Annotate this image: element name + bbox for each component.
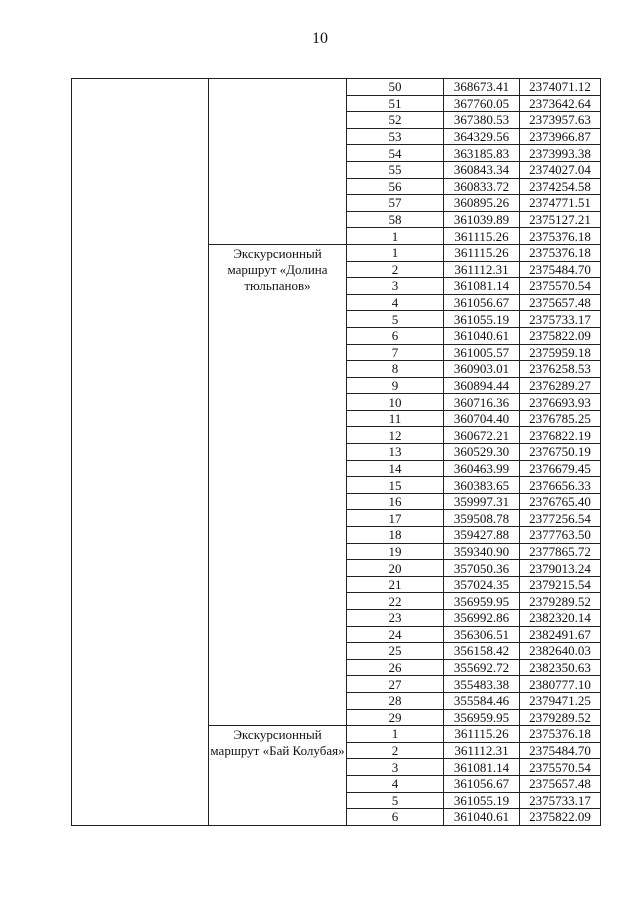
y-coordinate-cell: 2377865.72 <box>520 543 601 560</box>
x-coordinate-cell: 356992.86 <box>444 610 520 627</box>
x-coordinate-cell: 361005.57 <box>444 344 520 361</box>
y-coordinate-cell: 2375822.09 <box>520 809 601 826</box>
point-number-cell: 13 <box>347 444 444 461</box>
point-number-cell: 7 <box>347 344 444 361</box>
point-number-cell: 9 <box>347 377 444 394</box>
coordinates-table-body <box>72 79 601 826</box>
point-number-cell: 1 <box>347 228 444 245</box>
x-coordinate-cell: 361115.26 <box>444 228 520 245</box>
y-coordinate-cell: 2379289.52 <box>520 593 601 610</box>
point-number-cell: 4 <box>347 294 444 311</box>
point-number-cell: 3 <box>347 278 444 295</box>
x-coordinate-cell: 360903.01 <box>444 361 520 378</box>
point-number-cell: 27 <box>347 676 444 693</box>
y-coordinate-cell: 2374071.12 <box>520 79 601 96</box>
x-coordinate-cell: 360843.34 <box>444 161 520 178</box>
y-coordinate-cell: 2375570.54 <box>520 278 601 295</box>
x-coordinate-cell: 361081.14 <box>444 278 520 295</box>
y-coordinate-cell: 2380777.10 <box>520 676 601 693</box>
page-number: 10 <box>312 30 328 47</box>
point-number-cell: 22 <box>347 593 444 610</box>
y-coordinate-cell: 2377763.50 <box>520 527 601 544</box>
point-number-cell: 19 <box>347 543 444 560</box>
y-coordinate-cell: 2376258.53 <box>520 361 601 378</box>
y-coordinate-cell: 2376693.93 <box>520 394 601 411</box>
x-coordinate-cell: 361056.67 <box>444 294 520 311</box>
x-coordinate-cell: 361040.61 <box>444 327 520 344</box>
y-coordinate-cell: 2376750.19 <box>520 444 601 461</box>
x-coordinate-cell: 360716.36 <box>444 394 520 411</box>
y-coordinate-cell: 2374254.58 <box>520 178 601 195</box>
y-coordinate-cell: 2376785.25 <box>520 410 601 427</box>
table-row <box>72 79 601 96</box>
point-number-cell: 56 <box>347 178 444 195</box>
y-coordinate-cell: 2379471.25 <box>520 692 601 709</box>
x-coordinate-cell: 361115.26 <box>444 726 520 743</box>
x-coordinate-cell: 360672.21 <box>444 427 520 444</box>
y-coordinate-cell: 2382320.14 <box>520 610 601 627</box>
coordinates-table <box>71 78 601 826</box>
x-coordinate-cell: 361115.26 <box>444 244 520 261</box>
y-coordinate-cell: 2376765.40 <box>520 493 601 510</box>
point-number-cell: 53 <box>347 128 444 145</box>
point-number-cell: 55 <box>347 161 444 178</box>
x-coordinate-cell: 361081.14 <box>444 759 520 776</box>
point-number-cell: 15 <box>347 477 444 494</box>
point-number-cell: 5 <box>347 311 444 328</box>
y-coordinate-cell: 2373957.63 <box>520 112 601 129</box>
point-number-cell: 11 <box>347 410 444 427</box>
x-coordinate-cell: 355692.72 <box>444 659 520 676</box>
x-coordinate-cell: 359997.31 <box>444 493 520 510</box>
point-number-cell: 21 <box>347 576 444 593</box>
y-coordinate-cell: 2382350.63 <box>520 659 601 676</box>
point-number-cell: 50 <box>347 79 444 96</box>
x-coordinate-cell: 364329.56 <box>444 128 520 145</box>
point-number-cell: 57 <box>347 195 444 212</box>
y-coordinate-cell: 2373993.38 <box>520 145 601 162</box>
point-number-cell: 29 <box>347 709 444 726</box>
y-coordinate-cell: 2376656.33 <box>520 477 601 494</box>
point-number-cell: 6 <box>347 809 444 826</box>
route-name-cell: Экскурсионный маршрут «Долина тюльпанов» <box>209 244 347 725</box>
x-coordinate-cell: 360704.40 <box>444 410 520 427</box>
y-coordinate-cell: 2377256.54 <box>520 510 601 527</box>
point-number-cell: 28 <box>347 692 444 709</box>
point-number-cell: 3 <box>347 759 444 776</box>
x-coordinate-cell: 361056.67 <box>444 775 520 792</box>
point-number-cell: 4 <box>347 775 444 792</box>
x-coordinate-cell: 361055.19 <box>444 311 520 328</box>
x-coordinate-cell: 360529.30 <box>444 444 520 461</box>
x-coordinate-cell: 367760.05 <box>444 95 520 112</box>
y-coordinate-cell: 2375733.17 <box>520 311 601 328</box>
x-coordinate-cell: 360894.44 <box>444 377 520 394</box>
x-coordinate-cell: 359508.78 <box>444 510 520 527</box>
y-coordinate-cell: 2375822.09 <box>520 327 601 344</box>
point-number-cell: 8 <box>347 361 444 378</box>
point-number-cell: 24 <box>347 626 444 643</box>
x-coordinate-cell: 368673.41 <box>444 79 520 96</box>
x-coordinate-cell: 361112.31 <box>444 742 520 759</box>
x-coordinate-cell: 355483.38 <box>444 676 520 693</box>
x-coordinate-cell: 357050.36 <box>444 560 520 577</box>
y-coordinate-cell: 2375657.48 <box>520 775 601 792</box>
point-number-cell: 18 <box>347 527 444 544</box>
point-number-cell: 16 <box>347 493 444 510</box>
x-coordinate-cell: 355584.46 <box>444 692 520 709</box>
y-coordinate-cell: 2375376.18 <box>520 228 601 245</box>
x-coordinate-cell: 356959.95 <box>444 709 520 726</box>
y-coordinate-cell: 2376289.27 <box>520 377 601 394</box>
point-number-cell: 5 <box>347 792 444 809</box>
x-coordinate-cell: 360463.99 <box>444 460 520 477</box>
point-number-cell: 23 <box>347 610 444 627</box>
y-coordinate-cell: 2374771.51 <box>520 195 601 212</box>
y-coordinate-cell: 2376822.19 <box>520 427 601 444</box>
x-coordinate-cell: 359427.88 <box>444 527 520 544</box>
y-coordinate-cell: 2375376.18 <box>520 726 601 743</box>
x-coordinate-cell: 357024.35 <box>444 576 520 593</box>
x-coordinate-cell: 360383.65 <box>444 477 520 494</box>
y-coordinate-cell: 2379289.52 <box>520 709 601 726</box>
x-coordinate-cell: 361112.31 <box>444 261 520 278</box>
y-coordinate-cell: 2375484.70 <box>520 742 601 759</box>
y-coordinate-cell: 2375959.18 <box>520 344 601 361</box>
point-number-cell: 2 <box>347 742 444 759</box>
point-number-cell: 12 <box>347 427 444 444</box>
y-coordinate-cell: 2373642.64 <box>520 95 601 112</box>
y-coordinate-cell: 2376679.45 <box>520 460 601 477</box>
point-number-cell: 54 <box>347 145 444 162</box>
y-coordinate-cell: 2373966.87 <box>520 128 601 145</box>
y-coordinate-cell: 2375733.17 <box>520 792 601 809</box>
y-coordinate-cell: 2379215.54 <box>520 576 601 593</box>
continued-object-cell <box>209 79 347 245</box>
y-coordinate-cell: 2382491.67 <box>520 626 601 643</box>
x-coordinate-cell: 356306.51 <box>444 626 520 643</box>
x-coordinate-cell: 356959.95 <box>444 593 520 610</box>
y-coordinate-cell: 2374027.04 <box>520 161 601 178</box>
point-number-cell: 2 <box>347 261 444 278</box>
point-number-cell: 26 <box>347 659 444 676</box>
y-coordinate-cell: 2382640.03 <box>520 643 601 660</box>
point-number-cell: 17 <box>347 510 444 527</box>
x-coordinate-cell: 356158.42 <box>444 643 520 660</box>
y-coordinate-cell: 2375484.70 <box>520 261 601 278</box>
x-coordinate-cell: 360833.72 <box>444 178 520 195</box>
point-number-cell: 1 <box>347 244 444 261</box>
y-coordinate-cell: 2375376.18 <box>520 244 601 261</box>
x-coordinate-cell: 361040.61 <box>444 809 520 826</box>
point-number-cell: 25 <box>347 643 444 660</box>
y-coordinate-cell: 2375127.21 <box>520 211 601 228</box>
point-number-cell: 1 <box>347 726 444 743</box>
x-coordinate-cell: 361039.89 <box>444 211 520 228</box>
x-coordinate-cell: 367380.53 <box>444 112 520 129</box>
point-number-cell: 10 <box>347 394 444 411</box>
point-number-cell: 14 <box>347 460 444 477</box>
route-name-cell: Экскурсионный маршрут «Бай Колубая» <box>209 726 347 826</box>
point-number-cell: 6 <box>347 327 444 344</box>
x-coordinate-cell: 363185.83 <box>444 145 520 162</box>
point-number-cell: 20 <box>347 560 444 577</box>
point-number-cell: 52 <box>347 112 444 129</box>
y-coordinate-cell: 2375657.48 <box>520 294 601 311</box>
x-coordinate-cell: 360895.26 <box>444 195 520 212</box>
y-coordinate-cell: 2375570.54 <box>520 759 601 776</box>
zone-name-cell <box>72 79 209 826</box>
point-number-cell: 51 <box>347 95 444 112</box>
y-coordinate-cell: 2379013.24 <box>520 560 601 577</box>
x-coordinate-cell: 359340.90 <box>444 543 520 560</box>
point-number-cell: 58 <box>347 211 444 228</box>
x-coordinate-cell: 361055.19 <box>444 792 520 809</box>
